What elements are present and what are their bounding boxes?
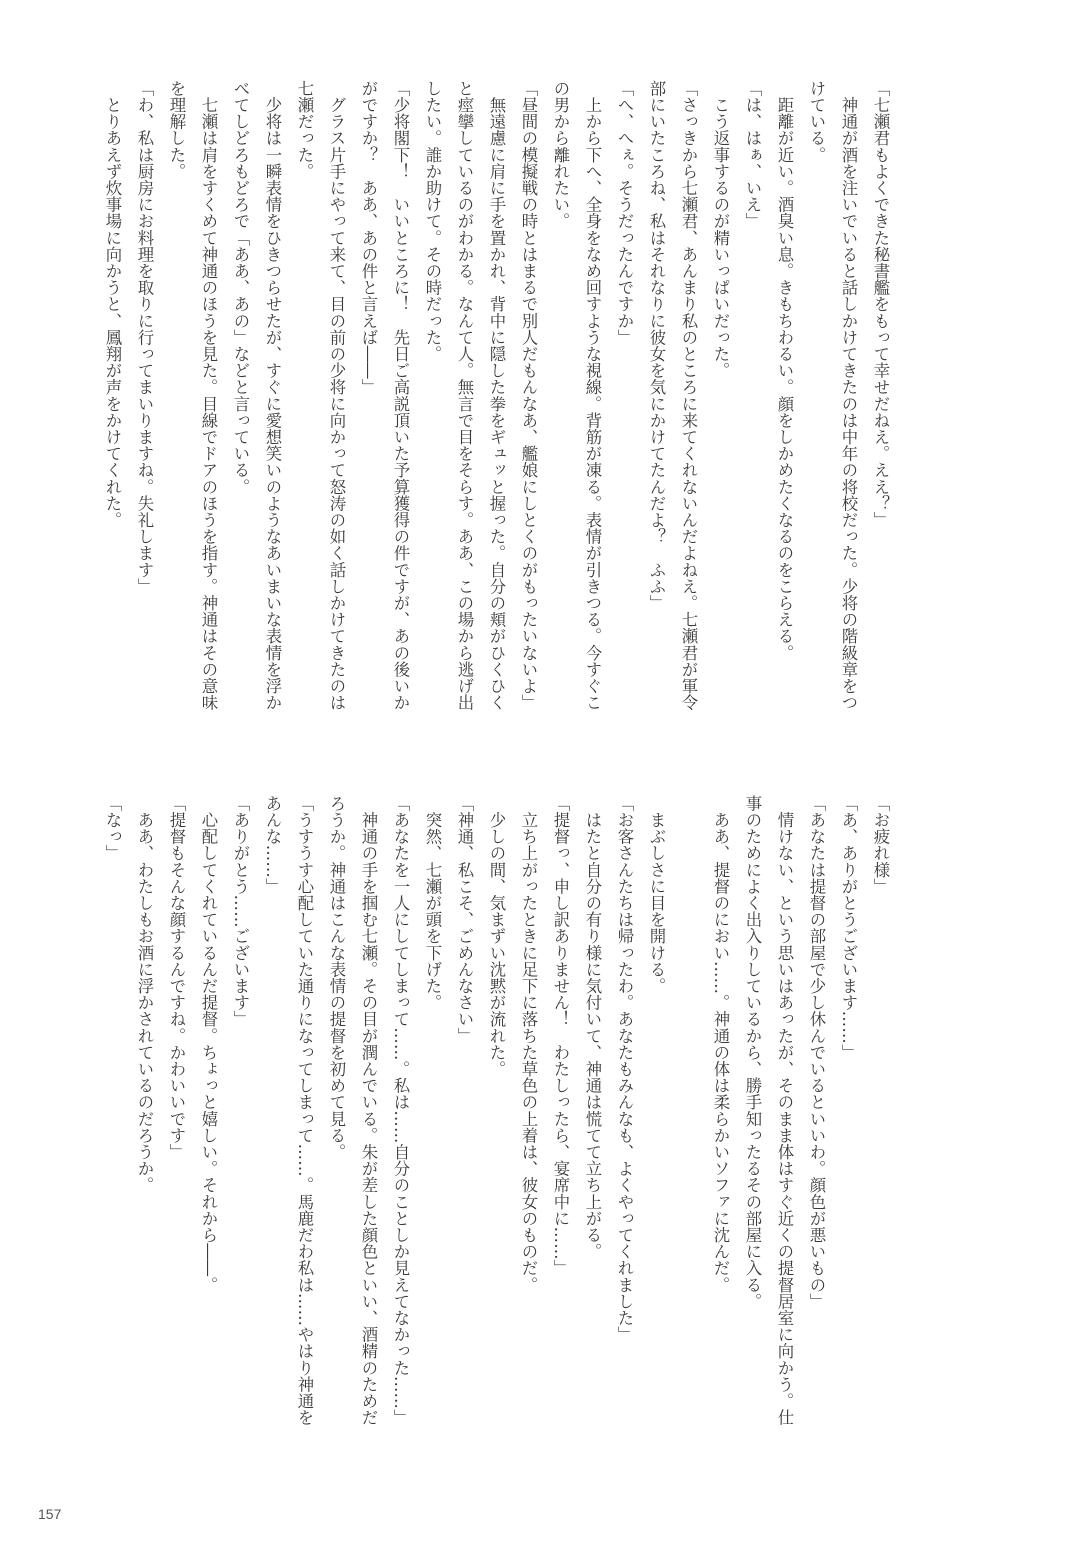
text-line: とりあえず炊事場に向かうと、鳳翔が声をかけてくれた。	[103, 80, 122, 529]
text-line: 「さっきから七瀬君、あんまり私のところに来てくれないんだよねえ。七瀬君が軍令	[679, 80, 698, 711]
blank-line	[672, 795, 704, 1495]
text-line: 無遠慮に肩に手を置かれ、背中に隠した拳をギュッと握った。自分の頬がひくひく	[487, 80, 506, 711]
text-line: 「わ、私は厨房にお料理を取りに行ってまいりますね。失礼します」	[135, 80, 154, 595]
text-line: こう返事するのが精いっぱいだった。	[711, 80, 730, 379]
text-line: 情けない、という思いはあったが、そのまま体はすぐ近くの提督居室に向かう。仕	[775, 795, 794, 1426]
text-line: したい。誰か助けて。その時だった。	[423, 80, 442, 363]
text-line: 「提督もそんな顔するんですね。かわいいです」	[167, 795, 186, 1161]
text-line: べてしどろもどろで「ああ、あの」などと言っている。	[231, 80, 250, 495]
text-line: ろうか。神通はこんな表情の提督を初めて見る。	[327, 795, 346, 1161]
text-line: 「あなたを一人にしてしまって……。私は……自分のことしか見えてなかった……」	[391, 795, 410, 1426]
text-line: を理解した。	[167, 80, 186, 180]
text-line: あんな……」	[263, 795, 282, 895]
text-line: 「ありがとう……ございます」	[231, 795, 250, 1028]
text-line: 少しの間、気まずい沈黙が流れた。	[487, 795, 506, 1078]
text-line: 「あ、ありがとうございます……」	[839, 795, 858, 1061]
text-line: 「お客さんたちは帰ったわ。あなたもみんなも、よくやってくれました」	[615, 795, 634, 1343]
text-line: 部にいたころね、私はそれなりに彼女を気にかけてたんだよ？ ふふ」	[647, 80, 666, 612]
text-line: まぶしさに目を開ける。	[647, 795, 666, 995]
text-line: 「七瀬君もよくできた秘書艦をもって幸せだねえ。ええ？」	[871, 80, 890, 529]
text-line: がですか？ ああ、あの件と言えば――」	[359, 80, 378, 396]
text-line: 「は、はぁ、いえ」	[743, 80, 762, 230]
text-line: 神通が酒を注いでいると話しかけてきたのは中年の将校だった。少将の階級章をつ	[839, 80, 858, 711]
text-line: 事のためによく出入りしているから、勝手知ったるその部屋に入る。	[743, 795, 762, 1310]
text-line: 距離が近い。酒臭い息。きもちわるい。顔をしかめたくなるのをこらえる。	[775, 80, 794, 661]
text-line: 「うすうす心配していた通りになってしまって……。馬鹿だわ私は……やはり神通を	[295, 795, 314, 1426]
text-line: 七瀬は肩をすくめて神通のほうを見た。目線でドアのほうを指す。神通はその意味	[199, 80, 218, 711]
text-line: 立ち上がったときに足下に落ちた草色の上着は、彼女のものだ。	[519, 795, 538, 1293]
text-line: 「お疲れ様」	[871, 795, 890, 895]
text-line: 「少将閣下！ いいところに！ 先日ご高説頂いた予算獲得の件ですが、あの後いか	[391, 80, 410, 711]
page-number: 157	[38, 1506, 62, 1522]
text-line: 少将は一瞬表情をひきつらせたが、すぐに愛想笑いのようなあいまいな表情を浮か	[263, 80, 282, 711]
text-line: はたと自分の有り様に気付いて、神通は慌てて立ち上がる。	[583, 795, 602, 1260]
text-line: と痙攣しているのがわかる。なんて人。無言で目をそらす。ああ、この場から逃げ出	[455, 80, 474, 711]
text-line: ああ、提督のにおい……。神通の体は柔らかいソファに沈んだ。	[711, 795, 730, 1293]
text-line: 「昼間の模擬戦の時とはまるで別人だもんなあ、艦娘にしとくのがもったいないよ」	[519, 80, 538, 711]
text-line: の男から離れたい。	[551, 80, 570, 230]
text-line: 「提督っ、申し訳ありません！ わたしったら、宴席中に……」	[551, 795, 570, 1277]
text-line: 上から下へ、全身をなめ回すような視線。背筋が凍る。表情が引きつる。今すぐこ	[583, 80, 602, 711]
text-line: 心配してくれているんだ提督。ちょっと嬉しい。それから――。	[199, 795, 218, 1293]
text-line: 突然、七瀬が頭を下げた。	[423, 795, 442, 1011]
text-line: 「神通、私こそ、ごめんなさい」	[455, 795, 474, 1044]
text-block-lower	[96, 795, 896, 1495]
text-line: けている。	[807, 80, 826, 163]
text-line: 神通の手を掴む七瀬。その目が潤んでいる。朱が差した顔色といい、酒精のためだ	[359, 795, 378, 1426]
text-line: 「あなたは提督の部屋で少し休んでいるといいわ。顔色が悪いもの」	[807, 795, 826, 1310]
text-line: 「へ、へぇ。そうだったんですか」	[615, 80, 634, 346]
text-line: 「なっ」	[103, 795, 122, 862]
text-block-upper	[96, 80, 896, 720]
text-line: 七瀬だった。	[295, 80, 314, 180]
text-line: ああ、わたしもお酒に浮かされているのだろうか。	[135, 795, 154, 1194]
text-line: グラス片手にやって来て、目の前の少将に向かって怒涛の如く話しかけてきたのは	[327, 80, 346, 711]
